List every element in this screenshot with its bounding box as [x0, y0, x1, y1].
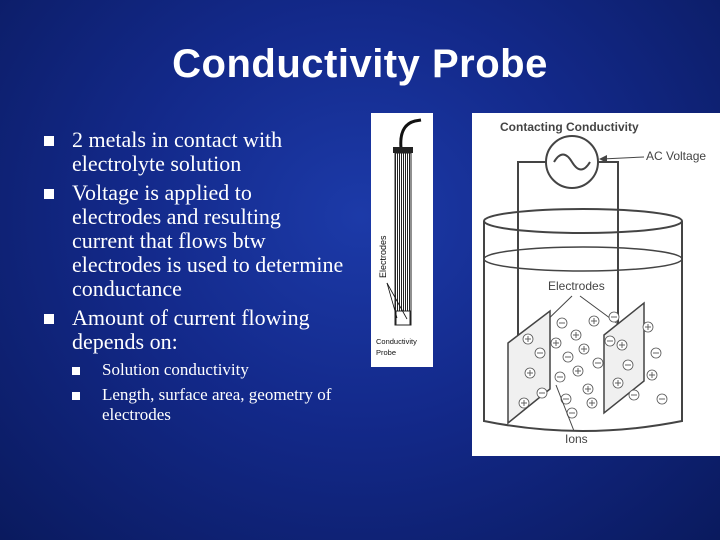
ac-voltage-label: AC Voltage [646, 149, 707, 163]
bullet-marker-icon [44, 189, 54, 199]
liquid-surface [484, 247, 682, 271]
bullet-marker-icon [72, 367, 80, 375]
conductivity-probe-drawing [371, 113, 433, 367]
sub-bullet-text: Length, surface area, geometry of electrodes [102, 385, 332, 424]
sub-bullet-item [72, 385, 344, 425]
ions-label: Ions [565, 432, 588, 446]
diagram-title: Contacting Conductivity [500, 120, 639, 134]
sub-bullet-text: Solution conductivity [102, 360, 249, 379]
bullet-marker-icon [44, 314, 54, 324]
probe-body [395, 153, 411, 325]
probe-caption-line2: Probe [376, 348, 397, 357]
bullet-text: Amount of current flowing depends on: [72, 305, 310, 354]
wire-right [598, 162, 618, 351]
bullet-marker-icon [72, 392, 80, 400]
sub-bullet-item [72, 360, 344, 380]
bullet-item [44, 181, 344, 301]
sub-bullet-list [44, 360, 344, 425]
probe-cap [393, 147, 413, 153]
probe-cable [401, 120, 421, 148]
probe-caption-line1: Conductivity [376, 337, 417, 346]
probe-electrodes-label: Electrodes [378, 235, 388, 278]
bullet-list [44, 128, 344, 427]
bullet-marker-icon [44, 136, 54, 146]
bullet-text: Voltage is applied to electrodes and resulting current that flows btw electrodes is used to determine conductance [72, 180, 344, 301]
bullet-item [44, 306, 344, 354]
electrodes-label: Electrodes [548, 279, 605, 293]
slide-title: Conductivity Probe [172, 42, 548, 86]
bullet-item [44, 128, 344, 176]
diagram-drawing [472, 113, 720, 456]
probe-figure [371, 113, 433, 367]
contacting-conductivity-diagram [472, 113, 720, 456]
bullet-text: 2 metals in contact with electrolyte solution [72, 127, 283, 176]
electrode-plate-left [508, 311, 550, 423]
